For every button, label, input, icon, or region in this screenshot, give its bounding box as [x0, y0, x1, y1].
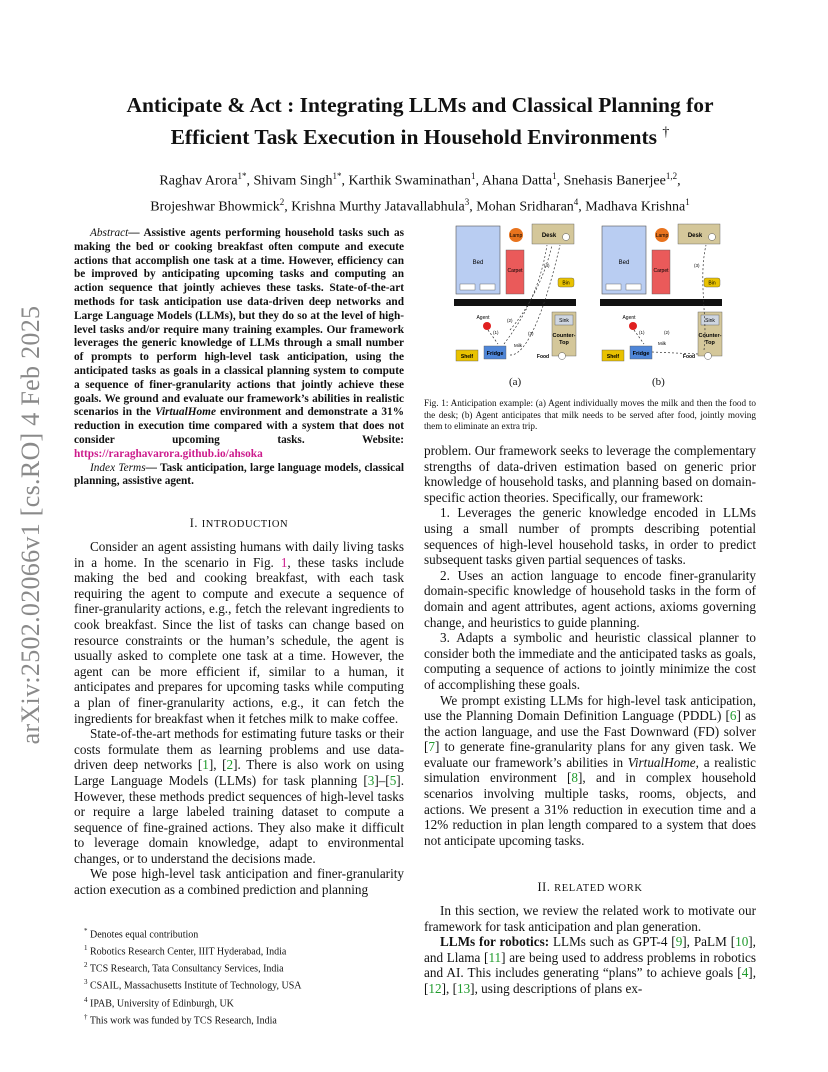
label-sink: Sink — [705, 318, 715, 324]
text: ] to generate fine-granularity plans for any given task. We evaluate our framework’s abilities in — [424, 739, 756, 770]
step-label: (2) — [507, 318, 513, 323]
label-food: Food — [682, 354, 696, 360]
abstract-env: VirtualHome — [155, 406, 216, 419]
author: Krishna Murthy Jatavallabhula — [291, 199, 465, 215]
author: Madhava Krishna — [585, 199, 686, 215]
label-lamp: Lamp — [509, 233, 523, 239]
footnote-text: This work was funded by TCS Research, India — [89, 1014, 277, 1026]
footnote-mark: 3 — [84, 978, 88, 987]
figure-1-diagram — [452, 220, 742, 370]
title-line-1: Anticipate & Act : Integrating LLMs and Classical Planning for — [126, 93, 714, 117]
label-fridge: Fridge — [632, 351, 650, 357]
section-title: INTRODUCTION — [201, 519, 289, 530]
footnote-mark: 4 — [84, 995, 88, 1004]
pillow-shape — [626, 284, 641, 290]
abstract — [74, 227, 404, 489]
footnote — [84, 1011, 404, 1028]
section-title: RELATED WORK — [554, 883, 643, 894]
author-affil: 1* — [332, 171, 342, 181]
text: ], using descriptions of plans ex- — [470, 980, 643, 996]
paragraph — [74, 726, 404, 866]
footnote — [84, 976, 404, 993]
citation[interactable]: 4 — [741, 965, 749, 981]
citation[interactable]: 2 — [226, 757, 234, 773]
food-marker — [705, 353, 712, 360]
footnote-mark: * — [84, 927, 88, 935]
citation[interactable]: 13 — [456, 980, 471, 996]
text: LLMs such as GPT-4 [ — [549, 934, 676, 950]
arxiv-sidebar — [16, 290, 46, 760]
list-item: 1. Leverages the generic knowledge encoded in LLMs using a small number of prompts describing potential sequences of high-level household tasks, in order to predict subsequent tasks given partial sequences of tasks. — [424, 505, 756, 568]
footnote-text: IPAB, University of Edinburgh, UK — [90, 997, 234, 1009]
footnote — [84, 925, 404, 942]
author-affil: 1 — [552, 171, 557, 181]
text: Consider an agent assisting humans with daily living tasks in a home. In the scenario in Fig. — [74, 539, 404, 570]
paragraph: In this section, we review the related work to motivate our framework for task anticipation and plan generation. — [424, 903, 756, 934]
citation[interactable]: 8 — [571, 770, 579, 786]
text: ], [ — [441, 980, 457, 996]
panel-a — [454, 224, 576, 361]
label-fridge: Fridge — [486, 351, 504, 357]
target-marker — [563, 234, 570, 241]
title-line-2 — [60, 119, 780, 151]
authors-line-1: Raghav Arora$^{1*}$, Shivam Singh$^{1*}$, Karthik Swaminathan$^1$, Ahana Datta$^1$, Snehasis Banerjee$^{1,2}$, — [159, 171, 681, 189]
text: ], and Llama [ — [424, 934, 756, 965]
arxiv-id: arXiv:2502.02066v1 [cs.RO] 4 Feb 2025 — [16, 305, 45, 745]
website-link[interactable]: https://raraghavarora.github.io/ahsoka — [74, 447, 263, 460]
related-work-body — [424, 903, 756, 997]
author: Snehasis Banerjee — [563, 173, 666, 189]
list-item: 2. Uses an action language to encode finer-granularity domain-specific knowledge of household tasks in the form of domain and agent attributes, agent actions, axioms governing change, and heuristics to guide planning. — [424, 567, 756, 630]
label-shelf: Shelf — [460, 354, 474, 360]
text: ]–[ — [374, 772, 390, 788]
author-affil: 3 — [464, 196, 470, 207]
citation[interactable]: 5 — [389, 772, 397, 788]
label-shelf: Shelf — [606, 354, 620, 360]
label-bin: Bin — [562, 280, 570, 287]
label-agent: Agent — [622, 315, 636, 321]
footnote — [84, 994, 404, 1011]
target-marker — [709, 234, 716, 241]
author: Mohan Sridharan — [476, 199, 574, 215]
step-label: (3) — [528, 331, 534, 336]
text: , a realistic simulation environment [ — [424, 754, 757, 786]
citation[interactable]: 1 — [202, 757, 209, 773]
text: We prompt existing LLMs for high-level task anticipation, use the Planning Domain Definition Language (PDDL) [ — [424, 692, 756, 724]
label-carpet: Carpet — [653, 268, 669, 274]
paragraph: We pose high-level task anticipation and finer-granularity action execution as a combined prediction and planning — [74, 866, 404, 898]
subcaption-b: (b) — [652, 376, 665, 388]
index-terms-text: — Task anticipation, large language models, classical planning, assistive agent. — [74, 461, 404, 488]
abstract-text: — Assistive agents performing household tasks such as making the bed or cooking breakfast often compute and execute actions that accomplish one task at a time. However, efficiency can be improved by anticipating upcoming tasks and computing an action sequence that jointly achieves these tasks. State-of-the-art methods for task anticipation use data-driven deep networks and Large Language Models (LLMs), but they do so at the level of high-level tasks and/or require many training examples. Our framework leverages the generic knowledge of LLMs through a small number of prompts to perform high-level task anticipation, using the anticipated tasks as goals in a classical planning system to compute a sequence of finer-granularity actions that jointly achieve these goals. We ground and evaluate our framework’s abilities in realistic scenarios in the — [74, 227, 404, 419]
label-food: Food — [536, 354, 550, 360]
paragraph: problem. Our framework seeks to leverage the complementary strengths of data-driven estimation based on generic prior knowledge of household tasks, and planning based on domain-specific action theories. Specifically, our framework: — [424, 443, 756, 505]
footnote — [84, 942, 404, 959]
text: State-of-the-art methods for estimating future tasks or their costs formulate them as learning problems and use data-driven deep networks [ — [74, 726, 404, 773]
author-affil: 1* — [237, 171, 247, 181]
author-affil: 4 — [573, 196, 579, 207]
title-dagger: † — [662, 125, 670, 140]
section-heading-introduction — [74, 516, 404, 531]
label-sink: Sink — [559, 318, 569, 324]
footnote-text: Robotics Research Center, IIIT Hyderabad, India — [90, 946, 287, 958]
list-item: 3. Adapts a symbolic and heuristic classical planner to consider both the immediate and the anticipated tasks as goals, computing a sequence of actions to jointly minimize the cost of accomplishing these goals. — [424, 630, 756, 692]
label-lamp: Lamp — [655, 233, 669, 239]
paragraph — [424, 934, 756, 996]
text: ] as the action language, and use the Fast Downward (FD) solver [ — [424, 708, 756, 755]
footnote-mark: 2 — [84, 961, 88, 970]
author: Ahana Datta — [481, 173, 553, 189]
subcaption-a: (a) — [509, 376, 522, 388]
footnote-text: CSAIL, Massachusetts Institute of Technology, USA — [90, 980, 302, 992]
author-affil: 1,2 — [665, 171, 678, 181]
text: ], [ — [208, 757, 227, 773]
label-counter: Counter- — [552, 333, 576, 339]
citation[interactable]: 12 — [428, 980, 442, 996]
label-milk: Milk — [658, 341, 666, 346]
figure-caption: Fig. 1: Anticipation example: (a) Agent individually moves the milk and then the food to the desk; (b) Agent anticipates that milk needs to be served after food, jointly moving them to eliminate an extra trip. — [424, 398, 756, 432]
citation[interactable]: 11 — [488, 949, 502, 965]
footnote-mark: 1 — [84, 944, 88, 953]
food-marker — [559, 353, 566, 360]
text: ]. There is also work on using Large Language Models (LLMs) for task planning [ — [74, 757, 404, 788]
paper-title — [60, 92, 780, 151]
paragraph-lead: LLMs for robotics: — [440, 934, 550, 950]
author: Brojeshwar Bhowmick — [150, 199, 280, 215]
label-counter: Counter- — [698, 333, 722, 339]
author-list — [60, 166, 780, 217]
author: Shivam Singh — [253, 173, 333, 189]
label-bin: Bin — [708, 280, 716, 287]
index-terms-label: Index Terms — [90, 461, 146, 474]
footnote-text: TCS Research, Tata Consultancy Services, India — [89, 963, 284, 975]
footnote-mark: † — [84, 1012, 88, 1021]
text: ]. However, these methods predict sequences of high-level tasks or require a large labeled training dataset to compute a sequence of fine-grained actions. They also make it difficult to leverage domain knowledge, adapt to environmental changes, or to understand the decisions made. — [74, 772, 404, 866]
label-bed: Bed — [618, 260, 630, 266]
footnote-text: Denotes equal contribution — [90, 929, 199, 941]
text: ] are being used to address problems in robotics and AI. This includes generating “plans” to achieve goals [ — [424, 949, 756, 981]
abstract-text: environment and demonstrate a 31% reduction in execution time compared with a system that does not consider upcoming tasks. Website: — [74, 406, 404, 446]
wall-shape — [454, 299, 576, 306]
footnote — [84, 959, 404, 976]
citation[interactable]: 6 — [729, 708, 737, 724]
agent-shape — [629, 322, 637, 330]
label-carpet: Carpet — [507, 268, 523, 274]
panel-b — [600, 224, 722, 361]
citation[interactable]: 10 — [735, 934, 749, 950]
text: ], PaLM [ — [682, 934, 736, 950]
agent-shape — [483, 322, 491, 330]
label-top: Top — [559, 340, 569, 346]
author-affil: 2 — [279, 196, 285, 207]
citation[interactable]: 7 — [428, 739, 435, 755]
right-column-body — [424, 443, 756, 848]
label-desk: Desk — [687, 233, 703, 239]
author: Karthik Swaminathan — [348, 173, 471, 189]
label-bed: Bed — [472, 260, 484, 266]
label-desk: Desk — [541, 233, 557, 239]
step-label: (1) — [639, 330, 645, 335]
author-affil: 1 — [685, 196, 690, 207]
abstract-body — [74, 227, 404, 462]
author-affil: 1 — [471, 171, 476, 181]
index-terms — [74, 462, 404, 490]
footnotes — [84, 925, 404, 1028]
label-agent: Agent — [476, 315, 490, 321]
text: ], and in complex household scenarios involving multiple tasks, rooms, objects, and actions. We present a 31% reduction in execution time and a 12% reduction in plan length compared to a system that does not anticipate upcoming tasks. — [424, 770, 756, 848]
title-line-2-text: Efficient Task Execution in Household Environments — [170, 125, 658, 150]
label-milk: Milk — [514, 343, 522, 348]
pillow-shape — [606, 284, 621, 290]
citation[interactable]: 9 — [675, 934, 683, 950]
author: Raghav Arora — [159, 173, 238, 189]
paragraph — [74, 539, 404, 726]
abstract-label: Abstract — [90, 227, 129, 239]
step-label: (2) — [664, 330, 670, 335]
paragraph — [424, 693, 756, 849]
figure-1 — [452, 220, 742, 395]
figure-ref[interactable]: 1 — [280, 554, 288, 570]
text: ], [ — [424, 965, 756, 996]
step-label: (1) — [493, 330, 499, 335]
pillow-shape — [480, 284, 495, 290]
pillow-shape — [460, 284, 475, 290]
section-number: I. — [189, 516, 202, 530]
text: , these tasks include making the bed and cooking breakfast, with each task requiring the agent to compute and execute a sequence of finer-granularity actions, e.g., fetch the relevant ingredients to cook breakfast. Since the list of tasks can change based on resource constraints or the human’s schedule, the agent is usually asked to complete one task at a time. However, the agent can be more efficient if, similar to a human, it anticipates and prepares for upcoming tasks while computing a plan of finer-granularity actions, e.g., it can fetch the ingredients for breakfast when it fetches milk to make coffee. — [74, 554, 404, 726]
section-number: II. — [537, 880, 555, 894]
authors-line-2: Brojeshwar Bhowmick$^2$, Krishna Murthy Jatavallabhula$^3$, Mohan Sridharan$^4$, Madhava Krishna$^1$ — [150, 196, 690, 215]
env-name: VirtualHome — [627, 754, 696, 770]
citation[interactable]: 3 — [367, 772, 375, 788]
introduction-body — [74, 539, 404, 898]
step-label: (4) — [544, 263, 550, 268]
label-top: Top — [705, 340, 715, 346]
section-heading-related-work — [424, 880, 756, 895]
step-label: (3) — [694, 263, 700, 268]
